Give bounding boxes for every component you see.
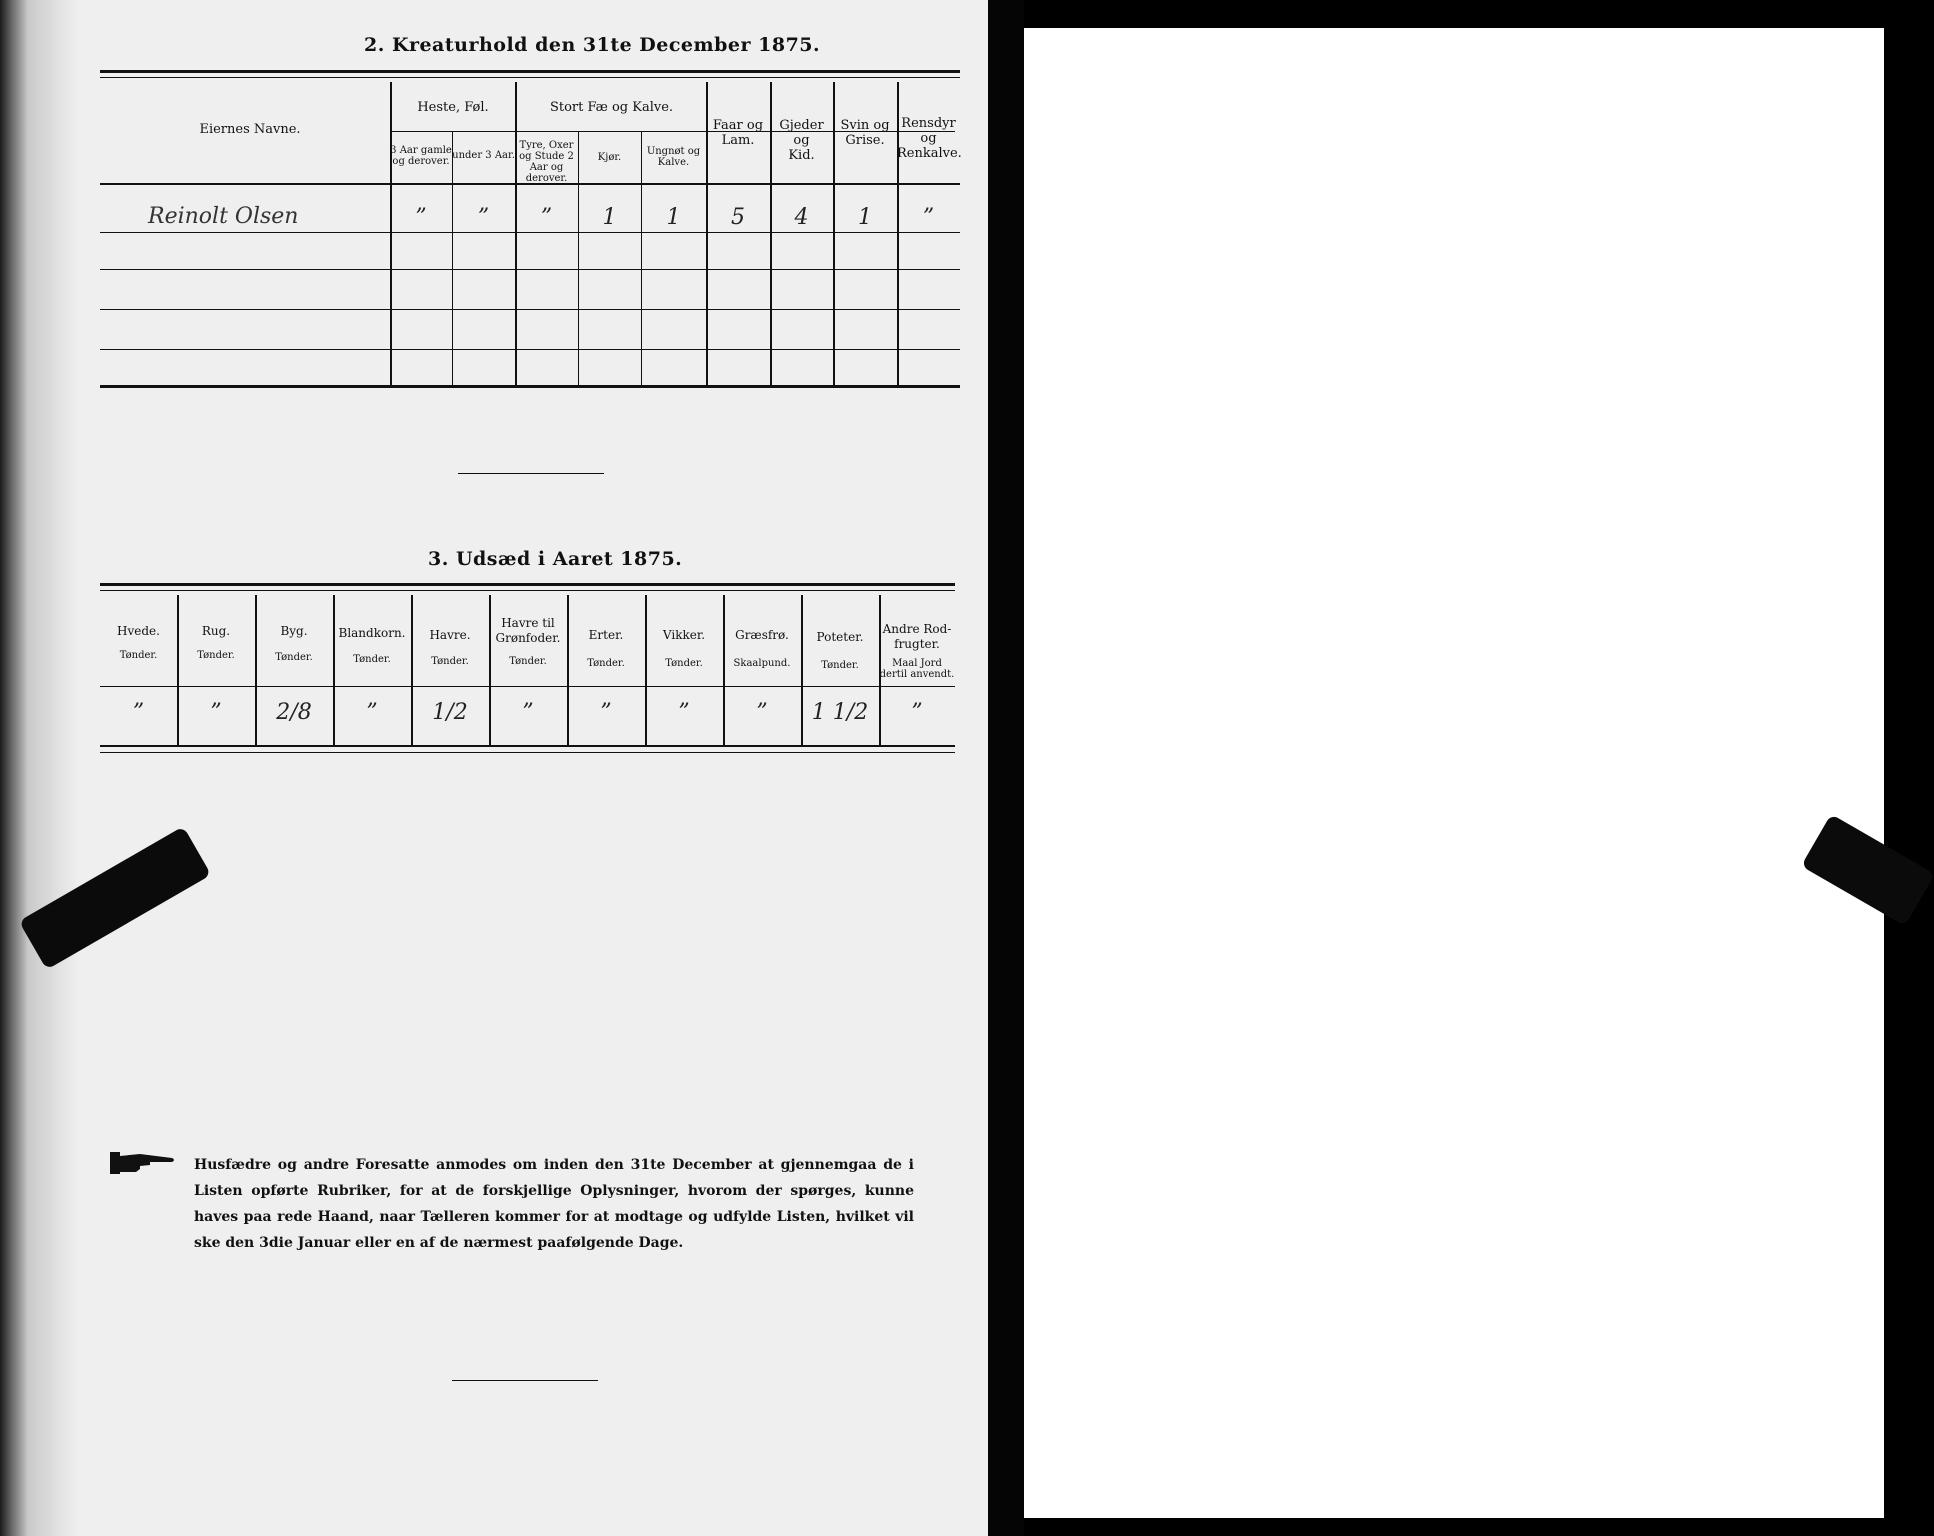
header-heste-under3: under 3 Aar. [452,150,515,161]
table2-col-line [641,132,642,387]
table2-col-line [390,82,392,387]
section-separator [458,473,604,474]
unit-hvede: Tønder. [119,650,158,661]
header-rensdyr: Rensdyr og Renkalve. [897,116,962,161]
header-stort-fae: Stort Fæ og Kalve. [549,100,674,115]
table3-bottom-rule [100,745,955,747]
header-tyre-oxer: Tyre, Oxer og Stude 2 Aar og derover. [519,140,574,184]
header-hvede: Hvede. [117,624,160,638]
cell-vikker: ” [678,700,690,725]
cell-heste-under3: ” [477,205,490,230]
cell-byg: 2/8 [276,700,312,725]
header-havre: Havre. [429,628,471,642]
header-blandkorn: Blandkorn. [338,626,406,640]
header-gjeder: Gjeder og Kid. [779,118,824,163]
cell-poteter: 1 1/2 [811,700,869,725]
cell-rug: ” [210,700,222,725]
cell-havre: 1/2 [432,700,468,725]
owner-name: Reinolt Olsen [148,204,299,229]
header-ungnot: Ungnøt og Kalve. [646,146,701,168]
header-andre-rodfrugter: Andre Rod- frugter. [882,622,952,651]
unit-havre: Tønder. [431,656,469,667]
header-owner: Eiernes Navne. [199,122,301,137]
table2-top-rule [100,70,960,73]
table2-row-rule-1 [100,232,960,233]
header-byg: Byg. [280,624,308,638]
table2-row-rule-4 [100,349,960,350]
header-havre-gronfoder: Havre til Grønfoder. [495,616,561,645]
unit-graesfro: Skaalpund. [733,658,791,669]
unit-blandkorn: Tønder. [353,654,391,665]
cell-havre-gronfoder: ” [522,700,534,725]
section2-title: 2. Kreaturhold den 31te December 1875. [364,34,821,56]
cell-erter: ” [600,700,612,725]
header-faar: Faar og Lam. [712,118,764,148]
table3-top-rule-thin [100,590,955,591]
cell-graesfro: ” [756,700,768,725]
table2-col-line [578,132,579,387]
table2-bottom-rule [100,385,960,388]
table2-top-rule-thin [100,77,960,78]
header-svin: Svin og Grise. [840,118,890,148]
table3-header-rule [100,686,955,687]
table2-row-rule-3 [100,309,960,310]
header-graesfro: Græsfrø. [735,628,789,642]
cell-tyre-oxer: ” [540,205,553,230]
cell-heste-3aar: ” [415,205,427,230]
footer-separator [452,1380,598,1381]
right-page-blank [1024,28,1884,1518]
table2-col-line [515,82,517,387]
cell-andre-rodfrugter: ” [911,700,923,725]
cell-gjeder: 4 [794,205,809,230]
table2-row-rule-2 [100,269,960,270]
cell-rensdyr: ” [922,205,935,230]
header-rug: Rug. [201,624,231,638]
header-vikker: Vikker. [662,628,706,642]
cell-kjor: 1 [602,205,617,230]
unit-rug: Tønder. [197,650,235,661]
header-kjor: Kjør. [597,152,622,163]
unit-andre-rodfrugter: Maal Jord dertil anvendt. [879,658,955,680]
book-gutter [988,0,1024,1536]
pointing-hand-icon [110,1150,176,1176]
table3-bottom-rule-thin [100,752,955,753]
header-erter: Erter. [588,628,624,642]
table2-col-line [452,132,453,387]
unit-vikker: Tønder. [665,658,703,669]
notice-text: Husfædre og andre Foresatte anmodes om inden den 31te December at gjennemgaa de i Listen opførte Rubriker, for at de forskjellige Oplysninger, hvorom der spørges, kunne haves paa rede Haand, naar Tælleren kommer for at modtage og udfylde Listen, hvilket vil ske den 3die Januar eller en af de nærmest paafølgende Dage. [194,1157,914,1251]
cell-faar: 5 [731,205,745,230]
unit-poteter: Tønder. [821,660,859,671]
header-heste-3aar: 3 Aar gamle og derover. [390,145,452,167]
unit-havre-gronfoder: Tønder. [509,656,547,667]
header-poteter: Poteter. [816,630,864,644]
cell-hvede: ” [132,700,145,725]
cell-ungnot: 1 [666,205,681,230]
section3-title: 3. Udsæd i Aaret 1875. [428,548,683,570]
page-edge-shadow [0,0,80,1536]
cell-svin: 1 [858,205,872,230]
unit-byg: Tønder. [275,652,313,663]
table3-top-rule [100,583,955,586]
unit-erter: Tønder. [587,658,625,669]
header-heste: Heste, Føl. [417,100,489,115]
cell-blandkorn: ” [366,700,378,725]
